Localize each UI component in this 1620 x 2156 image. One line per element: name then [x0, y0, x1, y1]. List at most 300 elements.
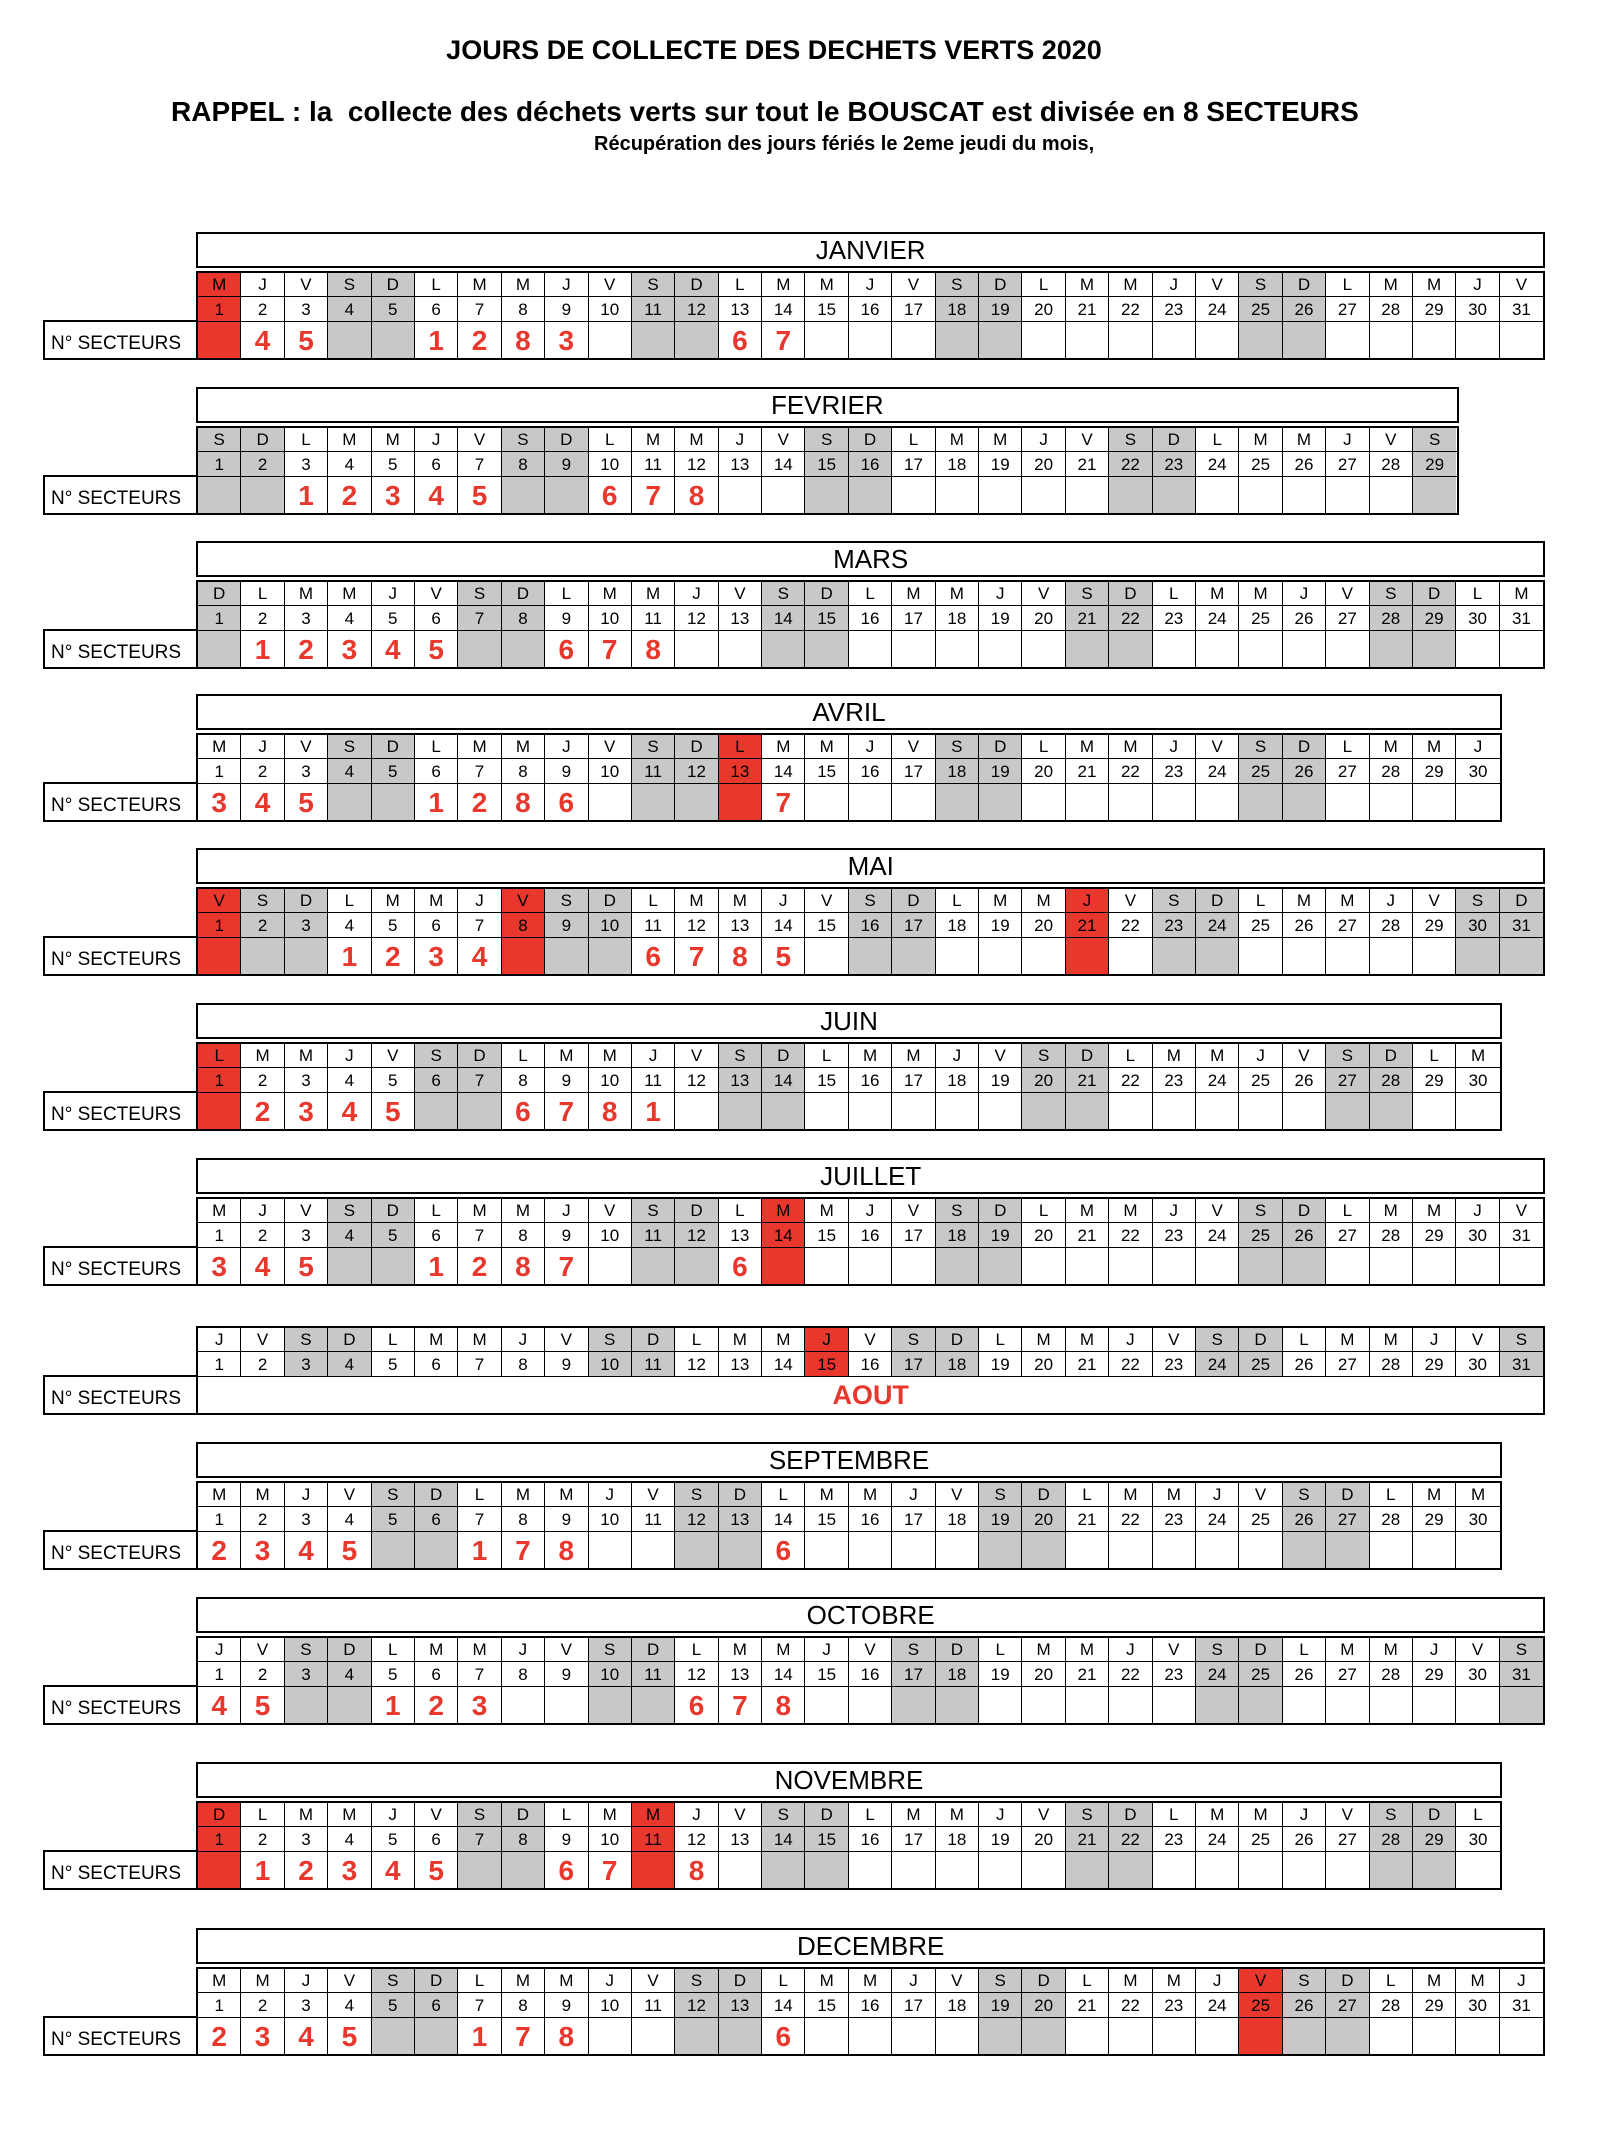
- day-letter-cell: M: [892, 1044, 935, 1067]
- sector-cell: 6: [632, 938, 675, 974]
- day-letter-cell: V: [1196, 735, 1239, 758]
- day-letter-cell: M: [1413, 273, 1456, 296]
- day-number-cell: 28: [1370, 1993, 1413, 2017]
- day-letter-cell: S: [589, 1638, 632, 1661]
- day-letter-cell: V: [892, 735, 935, 758]
- sector-cell: [198, 1093, 241, 1129]
- sector-cell: [762, 631, 805, 667]
- sector-cell: 8: [762, 1687, 805, 1723]
- day-number-cell: 8: [502, 1662, 545, 1686]
- sector-cell: 4: [241, 322, 284, 358]
- sectors-row: [198, 938, 1543, 974]
- day-number-cell: 13: [719, 1662, 762, 1686]
- day-number-cell: 26: [1283, 1223, 1326, 1247]
- day-letter-cell: J: [892, 1969, 935, 1992]
- day-letter-cell: V: [719, 1803, 762, 1826]
- day-letter-cell: J: [675, 1803, 718, 1826]
- day-letter-cell: S: [805, 428, 848, 451]
- day-number-cell: 6: [415, 1352, 458, 1376]
- day-number-cell: 30: [1456, 297, 1499, 321]
- day-number-cell: 8: [502, 1827, 545, 1851]
- sector-cell: [589, 784, 632, 820]
- day-number-cell: 23: [1153, 759, 1196, 783]
- sector-cell: [1066, 938, 1109, 974]
- day-number-cell: 5: [372, 1662, 415, 1686]
- sector-cell: 4: [285, 2018, 328, 2054]
- day-number-cell: 20: [1022, 452, 1065, 476]
- day-letter-cell: M: [1196, 1803, 1239, 1826]
- day-number-cell: 27: [1326, 1223, 1369, 1247]
- day-number-cell: 16: [849, 1993, 892, 2017]
- weekday-row: [198, 735, 1500, 759]
- day-letter-cell: V: [458, 428, 501, 451]
- day-number-cell: 23: [1153, 1993, 1196, 2017]
- month-grid: [196, 1801, 1502, 1890]
- day-number-cell: 28: [1370, 1223, 1413, 1247]
- weekday-row: [198, 1803, 1500, 1827]
- day-letter-cell: S: [1066, 1803, 1109, 1826]
- sector-cell: 6: [589, 477, 632, 513]
- day-letter-cell: D: [241, 428, 284, 451]
- day-number-cell: 31: [1511, 1996, 1531, 2015]
- day-number-cell: 25: [1239, 1507, 1282, 1531]
- sector-cell: 5: [328, 1532, 371, 1568]
- sector-cell: [762, 1852, 805, 1888]
- day-number-cell: 2: [241, 759, 284, 783]
- day-letter-cell: M: [328, 428, 371, 451]
- day-number-cell: 18: [936, 759, 979, 783]
- day-letter-cell: V: [675, 1044, 718, 1067]
- month-title: JANVIER: [196, 232, 1545, 268]
- day-letter-cell: D: [805, 1803, 848, 1826]
- sector-cell: [1196, 2018, 1239, 2054]
- day-number-cell: 26: [1283, 1993, 1326, 2017]
- sector-cell: [372, 322, 415, 358]
- day-number-cell: 26: [1283, 297, 1326, 321]
- sector-cell: [1413, 2018, 1456, 2054]
- day-letter-cell: J: [849, 1199, 892, 1222]
- day-letter-cell: M: [502, 1199, 545, 1222]
- day-number-cell: 10: [589, 759, 632, 783]
- day-letter-cell: M: [285, 1044, 328, 1067]
- sector-cell: 7: [545, 1093, 588, 1129]
- month-grid: [196, 580, 1545, 669]
- sector-cell: [1283, 631, 1326, 667]
- sector-cell: [1456, 938, 1499, 974]
- day-letter-cell: L: [1326, 273, 1369, 296]
- sectors-row: [198, 631, 1543, 667]
- sector-cell: 8: [545, 2018, 588, 2054]
- day-number-cell: 1: [198, 1662, 241, 1686]
- day-number-cell: 21: [1066, 1827, 1109, 1851]
- day-number-cell: 8: [502, 759, 545, 783]
- day-number-cell: 14: [762, 1068, 805, 1092]
- day-letter-cell: S: [589, 1328, 632, 1351]
- day-number-cell: 17: [892, 452, 935, 476]
- sectors-row: [198, 1377, 1543, 1413]
- sector-cell: [198, 631, 241, 667]
- sector-cell: [1283, 1093, 1326, 1129]
- sector-cell: [805, 1093, 848, 1129]
- day-letter-cell: M: [979, 428, 1022, 451]
- day-number-cell: 11: [632, 759, 675, 783]
- day-number-cell: 22: [1109, 1993, 1152, 2017]
- day-letter-cell: J: [1153, 735, 1196, 758]
- day-number-cell: 6: [415, 913, 458, 937]
- day-letter-cell: M: [198, 735, 241, 758]
- sector-cell: 5: [241, 1687, 284, 1723]
- day-number-cell: 8: [502, 1068, 545, 1092]
- day-number-cell: 22: [1109, 297, 1152, 321]
- sector-cell: [372, 2018, 415, 2054]
- sector-cell: 1: [415, 784, 458, 820]
- day-number-cell: 1: [198, 1223, 241, 1247]
- day-number-cell: 13: [719, 297, 762, 321]
- sector-cell: [458, 1093, 501, 1129]
- day-number-cell: 10: [589, 1352, 632, 1376]
- day-number-cell: 25: [1239, 1993, 1282, 2017]
- day-letter-cell: L: [285, 428, 328, 451]
- day-letter-cell: S: [1456, 889, 1499, 912]
- day-letter-cell: D: [936, 1638, 979, 1661]
- day-number-cell: 20: [1022, 1827, 1065, 1851]
- sector-cell: [1370, 1093, 1413, 1129]
- day-letter-cell: M: [1283, 428, 1326, 451]
- day-letter-cell: V: [241, 1328, 284, 1351]
- day-number-cell: 24: [1196, 1993, 1239, 2017]
- sector-cell: 6: [719, 1248, 762, 1284]
- day-letter-cell: M: [762, 1638, 805, 1661]
- day-number-cell: 15: [805, 1993, 848, 2017]
- day-number-cell: 6: [415, 759, 458, 783]
- day-number-cell: 30: [1456, 606, 1499, 630]
- weekday-row: [198, 1969, 1543, 1993]
- sectors-label: N° SECTEURS: [43, 1850, 198, 1890]
- sector-cell: [849, 784, 892, 820]
- day-number-cell: 12: [675, 913, 718, 937]
- day-number-cell: 6: [415, 1068, 458, 1092]
- day-number-cell: 13: [719, 1352, 762, 1376]
- day-number-cell: 27: [1326, 297, 1369, 321]
- sector-cell: [1370, 322, 1413, 358]
- day-number-cell: 13: [719, 1827, 762, 1851]
- sector-cell: 8: [589, 1093, 632, 1129]
- day-number-cell: 1: [198, 606, 241, 630]
- day-letter-cell: M: [1239, 1803, 1282, 1826]
- day-number-cell: 21: [1066, 297, 1109, 321]
- sector-cell: [1022, 938, 1065, 974]
- sector-cell: 3: [328, 1852, 371, 1888]
- day-number-cell: 31: [1511, 300, 1531, 319]
- day-letter-cell: V: [805, 889, 848, 912]
- day-letter-cell: S: [1500, 1638, 1543, 1661]
- sector-cell: [936, 1248, 979, 1284]
- day-letter-cell: D: [589, 889, 632, 912]
- day-letter-cell: L: [1066, 1483, 1109, 1506]
- day-number-cell: 29: [1413, 1352, 1456, 1376]
- sector-cell: [1326, 1687, 1369, 1723]
- sector-cell: [1109, 1687, 1152, 1723]
- day-number-cell: 4: [328, 1662, 371, 1686]
- day-number-cell: 13: [719, 1223, 762, 1247]
- day-letter-cell: D: [372, 1199, 415, 1222]
- sector-cell: [1022, 477, 1065, 513]
- sector-cell: [1413, 1687, 1456, 1723]
- day-number-cell: 11: [632, 606, 675, 630]
- sector-cell: 1: [285, 477, 328, 513]
- sector-cell: [502, 631, 545, 667]
- sector-cell: [1196, 1248, 1239, 1284]
- day-letter-cell: S: [198, 428, 241, 451]
- day-number-cell: 18: [936, 1827, 979, 1851]
- day-number-cell: 4: [328, 1827, 371, 1851]
- day-letter-cell: L: [1022, 1199, 1065, 1222]
- sector-cell: [372, 784, 415, 820]
- day-number-cell: 12: [675, 1068, 718, 1092]
- day-letter-cell: M: [1413, 1483, 1456, 1506]
- day-letter-cell: M: [805, 273, 848, 296]
- sector-cell: [545, 938, 588, 974]
- month-grid: [196, 1636, 1545, 1725]
- day-number-cell: 21: [1066, 1993, 1109, 2017]
- day-letter-cell: V: [892, 1199, 935, 1222]
- sector-cell: [805, 477, 848, 513]
- sector-cell: [675, 1532, 718, 1568]
- sector-cell: [849, 1687, 892, 1723]
- day-number-cell: 24: [1196, 297, 1239, 321]
- sector-cell: 2: [328, 477, 371, 513]
- day-number-cell: 20: [1022, 1507, 1065, 1531]
- day-number-cell: 31: [1500, 1662, 1543, 1686]
- sector-cell: [805, 1852, 848, 1888]
- day-number-cell: 24: [1196, 1223, 1239, 1247]
- day-number-cell: 14: [762, 759, 805, 783]
- day-letter-cell: V: [328, 1969, 371, 1992]
- sector-cell: [805, 2018, 848, 2054]
- day-letter-cell: V: [849, 1328, 892, 1351]
- day-number-cell: 2: [241, 1223, 284, 1247]
- day-letter-cell: J: [241, 1199, 284, 1222]
- day-number-cell: 16: [849, 1662, 892, 1686]
- day-number-cell: 24: [1196, 452, 1239, 476]
- day-number-cell: 25: [1239, 1827, 1282, 1851]
- day-letter-cell: V: [1283, 1044, 1326, 1067]
- day-number-cell: 27: [1326, 452, 1369, 476]
- day-number-cell: 26: [1283, 606, 1326, 630]
- day-letter-cell: S: [1196, 1638, 1239, 1661]
- sectors-row: [198, 784, 1500, 820]
- day-number-cell: 3: [285, 1068, 328, 1092]
- sector-cell: [632, 2018, 675, 2054]
- day-number-cell: 8: [502, 297, 545, 321]
- day-letter-cell: M: [1370, 735, 1413, 758]
- sector-cell: [502, 938, 545, 974]
- day-number-cell: 1: [198, 759, 241, 783]
- day-number-cell: 20: [1022, 606, 1065, 630]
- day-letter-cell: M: [458, 1638, 501, 1661]
- day-number-cell: 24: [1196, 1352, 1239, 1376]
- day-number-cell: 30: [1468, 1510, 1488, 1529]
- day-number-cell: 29: [1413, 1827, 1456, 1851]
- sector-cell: [1370, 1852, 1413, 1888]
- day-letter-cell: D: [502, 582, 545, 605]
- sector-cell: [1239, 1248, 1282, 1284]
- day-letter-cell: M: [545, 1969, 588, 1992]
- day-letter-cell: J: [502, 1328, 545, 1351]
- day-letter-cell: M: [1370, 1328, 1413, 1351]
- day-letter-cell: M: [1066, 735, 1109, 758]
- sector-cell: [936, 477, 979, 513]
- day-number-cell: 17: [892, 297, 935, 321]
- day-number-cell: 12: [675, 1827, 718, 1851]
- day-letter-cell: M: [675, 889, 718, 912]
- day-number-cell: 7: [458, 452, 501, 476]
- sector-cell: [892, 322, 935, 358]
- day-number-cell: 25: [1239, 1068, 1282, 1092]
- day-letter-cell: M: [805, 1199, 848, 1222]
- day-letter-cell: J: [545, 1199, 588, 1222]
- sector-cell: [892, 784, 935, 820]
- sector-cell: [1413, 1093, 1456, 1129]
- sector-cell: 4: [198, 1687, 241, 1723]
- day-letter-cell: L: [241, 1803, 284, 1826]
- weekday-row: [198, 889, 1543, 913]
- sector-cell: [1239, 1687, 1282, 1723]
- day-letter-cell: S: [762, 1803, 805, 1826]
- sectors-row: [198, 2018, 1543, 2054]
- sector-cell: [1283, 477, 1326, 513]
- day-number-cell: 5: [372, 1827, 415, 1851]
- day-number-cell: 15: [805, 1662, 848, 1686]
- day-number-cell: 5: [372, 452, 415, 476]
- sector-cell: [1066, 631, 1109, 667]
- date-row: [198, 606, 1543, 631]
- day-letter-cell: J: [1153, 273, 1196, 296]
- day-number-cell: 21: [1066, 606, 1109, 630]
- sector-cell: 2: [285, 1852, 328, 1888]
- day-letter-cell: V: [1456, 1328, 1499, 1351]
- day-number-cell: 22: [1109, 1662, 1152, 1686]
- sector-cell: [1456, 1093, 1499, 1129]
- day-number-cell: 25: [1239, 606, 1282, 630]
- day-letter-cell: J: [1473, 737, 1483, 756]
- day-number-cell: 1: [198, 1068, 241, 1092]
- day-number-cell: 16: [849, 1507, 892, 1531]
- day-letter-cell: M: [1066, 273, 1109, 296]
- day-letter-cell: M: [1413, 1969, 1456, 1992]
- day-letter-cell: M: [285, 582, 328, 605]
- day-letter-cell: D: [979, 273, 1022, 296]
- sector-cell: [1456, 1248, 1499, 1284]
- day-number-cell: 17: [892, 1068, 935, 1092]
- day-letter-cell: S: [1283, 1483, 1326, 1506]
- day-number-cell: 14: [762, 297, 805, 321]
- sector-cell: 2: [241, 1093, 284, 1129]
- day-letter-cell: J: [1456, 1199, 1499, 1222]
- month-block-mai: [0, 848, 1600, 978]
- day-letter-cell: M: [545, 1483, 588, 1506]
- sector-cell: [1283, 938, 1326, 974]
- sector-cell: [1239, 1852, 1282, 1888]
- day-number-cell: 17: [892, 1352, 935, 1376]
- day-letter-cell: V: [545, 1328, 588, 1351]
- day-number-cell: 22: [1109, 1068, 1152, 1092]
- month-grid: [196, 733, 1502, 822]
- day-number-cell: 26: [1283, 759, 1326, 783]
- day-number-cell: 11: [632, 1507, 675, 1531]
- day-letter-cell: S: [892, 1328, 935, 1351]
- sector-cell: [892, 631, 935, 667]
- sector-cell: [979, 784, 1022, 820]
- sector-cell: [1413, 784, 1456, 820]
- day-number-cell: 10: [589, 452, 632, 476]
- sector-cell: 1: [458, 2018, 501, 2054]
- day-number-cell: 25: [1239, 1352, 1282, 1376]
- day-number-cell: 20: [1022, 1662, 1065, 1686]
- day-letter-cell: J: [198, 1638, 241, 1661]
- day-number-cell: 27: [1326, 913, 1369, 937]
- day-number-cell: 16: [849, 913, 892, 937]
- day-number-cell: 11: [632, 913, 675, 937]
- month-block-janvier: [0, 232, 1600, 362]
- day-letter-cell: D: [458, 1044, 501, 1067]
- day-letter-cell: V: [979, 1044, 1022, 1067]
- day-letter-cell: L: [1283, 1638, 1326, 1661]
- day-number-cell: 17: [892, 1662, 935, 1686]
- day-letter-cell: S: [328, 735, 371, 758]
- day-letter-cell: L: [1022, 273, 1065, 296]
- sector-cell: [458, 1852, 501, 1888]
- sector-cell: 7: [675, 938, 718, 974]
- sector-cell: [1066, 1093, 1109, 1129]
- day-number-cell: 1: [198, 913, 241, 937]
- day-number-cell: 17: [892, 1827, 935, 1851]
- sector-cell: [1066, 1687, 1109, 1723]
- day-letter-cell: V: [372, 1044, 415, 1067]
- day-number-cell: 17: [892, 606, 935, 630]
- day-letter-cell: M: [198, 1199, 241, 1222]
- day-number-cell: 9: [545, 759, 588, 783]
- day-letter-cell: J: [241, 273, 284, 296]
- weekday-row: [198, 1638, 1543, 1662]
- month-grid: [196, 426, 1459, 515]
- sector-cell: [328, 1687, 371, 1723]
- sector-cell: [589, 938, 632, 974]
- sector-cell: [1196, 1852, 1239, 1888]
- sector-cell: [979, 938, 1022, 974]
- sector-cell: 5: [285, 1248, 328, 1284]
- day-letter-cell: S: [1239, 735, 1282, 758]
- sector-cell: [1500, 1248, 1543, 1284]
- month-grid: [196, 887, 1545, 976]
- sector-cell: [979, 477, 1022, 513]
- sector-cell: [936, 322, 979, 358]
- sector-cell: [372, 1532, 415, 1568]
- day-letter-cell: S: [1413, 428, 1456, 451]
- sector-cell: 6: [762, 2018, 805, 2054]
- day-number-cell: 18: [936, 297, 979, 321]
- day-number-cell: 23: [1153, 1223, 1196, 1247]
- day-letter-cell: M: [1196, 582, 1239, 605]
- day-number-cell: 3: [285, 1662, 328, 1686]
- date-row: [198, 1352, 1543, 1377]
- day-number-cell: 25: [1239, 759, 1282, 783]
- sector-cell: [1370, 631, 1413, 667]
- month-block-aout: [0, 1287, 1600, 1417]
- day-number-cell: 17: [892, 1507, 935, 1531]
- day-number-cell: 13: [719, 606, 762, 630]
- day-letter-cell: J: [328, 1044, 371, 1067]
